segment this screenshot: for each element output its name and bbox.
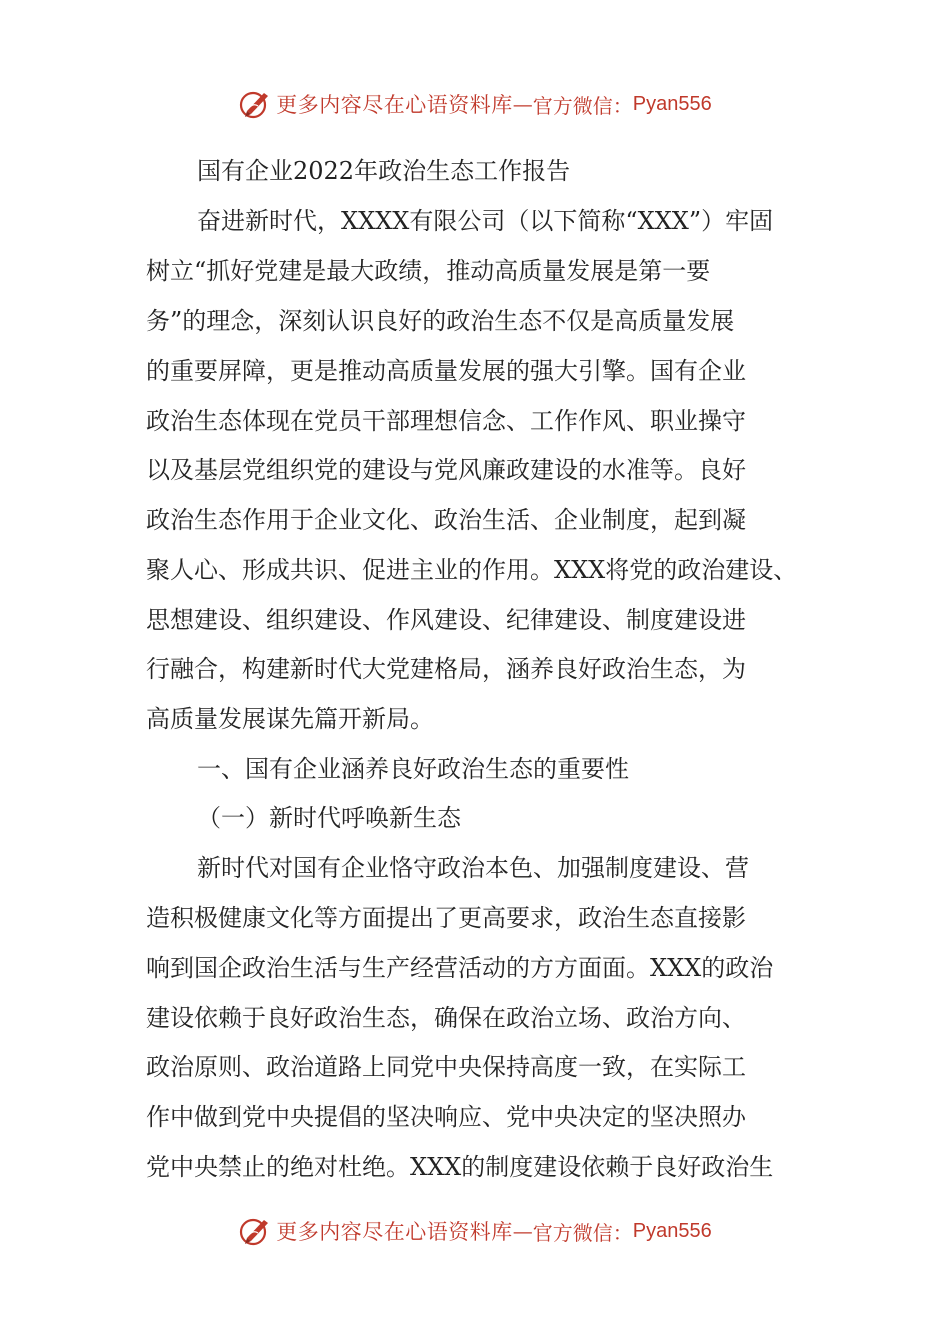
paragraph-line: 奋进新时代，XXXX有限公司（以下简称“XXX”）牢固 bbox=[197, 207, 774, 235]
paragraph-line: 以及基层党组织党的建设与党风廉政建设的水准等。良好 bbox=[146, 456, 746, 484]
watermark-wechat-id: Pyan556 bbox=[632, 92, 712, 115]
section-heading: 一、国有企业涵养良好政治生态的重要性 bbox=[197, 755, 629, 783]
watermark-main-text: 更多内容尽在心语资料库 bbox=[276, 1220, 513, 1244]
paragraph-line: 聚人心、形成共识、促进主业的作用。XXX将党的政治建设、 bbox=[146, 556, 798, 584]
paragraph-line: 高质量发展谋先篇开新局。 bbox=[146, 705, 434, 733]
paragraph-line: 响到国企政治生活与生产经营活动的方方面面。XXX的政治 bbox=[146, 954, 774, 982]
paragraph-line: 行融合，构建新时代大党建格局，涵养良好政治生态，为 bbox=[146, 655, 746, 683]
paragraph-line: 政治原则、政治道路上同党中央保持高度一致，在实际工 bbox=[146, 1053, 746, 1081]
paragraph-line: 思想建设、组织建设、作风建设、纪律建设、制度建设进 bbox=[146, 606, 746, 634]
watermark-wechat-id: Pyan556 bbox=[632, 1219, 712, 1242]
paragraph-line: 党中央禁止的绝对杜绝。XXX的制度建设依赖于良好政治生 bbox=[146, 1153, 774, 1181]
paragraph-line: 建设依赖于良好政治生态，确保在政治立场、政治方向、 bbox=[146, 1004, 746, 1032]
watermark-banner-top bbox=[0, 84, 950, 124]
watermark-dash: — bbox=[512, 1219, 533, 1243]
watermark-banner-bottom bbox=[0, 1211, 950, 1251]
paragraph-line: 政治生态作用于企业文化、政治生活、企业制度，起到凝 bbox=[146, 506, 746, 534]
watermark-label: 官方微信： bbox=[532, 93, 633, 118]
paragraph-line: 造积极健康文化等方面提出了更高要求，政治生态直接影 bbox=[146, 904, 746, 932]
paragraph-line: 树立“抓好党建是最大政绩，推动高质量发展是第一要 bbox=[146, 257, 711, 285]
watermark-label: 官方微信： bbox=[532, 1220, 633, 1245]
paragraph-line: 务”的理念，深刻认识良好的政治生态不仅是高质量发展 bbox=[146, 307, 735, 335]
watermark-dash: — bbox=[512, 92, 533, 116]
watermark-main-text: 更多内容尽在心语资料库 bbox=[276, 93, 513, 117]
subsection-heading: （一）新时代呼唤新生态 bbox=[197, 804, 461, 832]
paragraph-line: 新时代对国有企业恪守政治本色、加强制度建设、营 bbox=[197, 854, 749, 882]
paragraph-line: 的重要屏障，更是推动高质量发展的强大引擎。国有企业 bbox=[146, 357, 746, 385]
paragraph-line: 作中做到党中央提倡的坚决响应、党中央决定的坚决照办 bbox=[146, 1103, 746, 1131]
paragraph-line: 政治生态体现在党员干部理想信念、工作作风、职业操守 bbox=[146, 407, 746, 435]
pen-logo-icon bbox=[238, 87, 272, 121]
document-title: 国有企业2022年政治生态工作报告 bbox=[197, 157, 571, 185]
pen-logo-icon bbox=[238, 1214, 272, 1248]
